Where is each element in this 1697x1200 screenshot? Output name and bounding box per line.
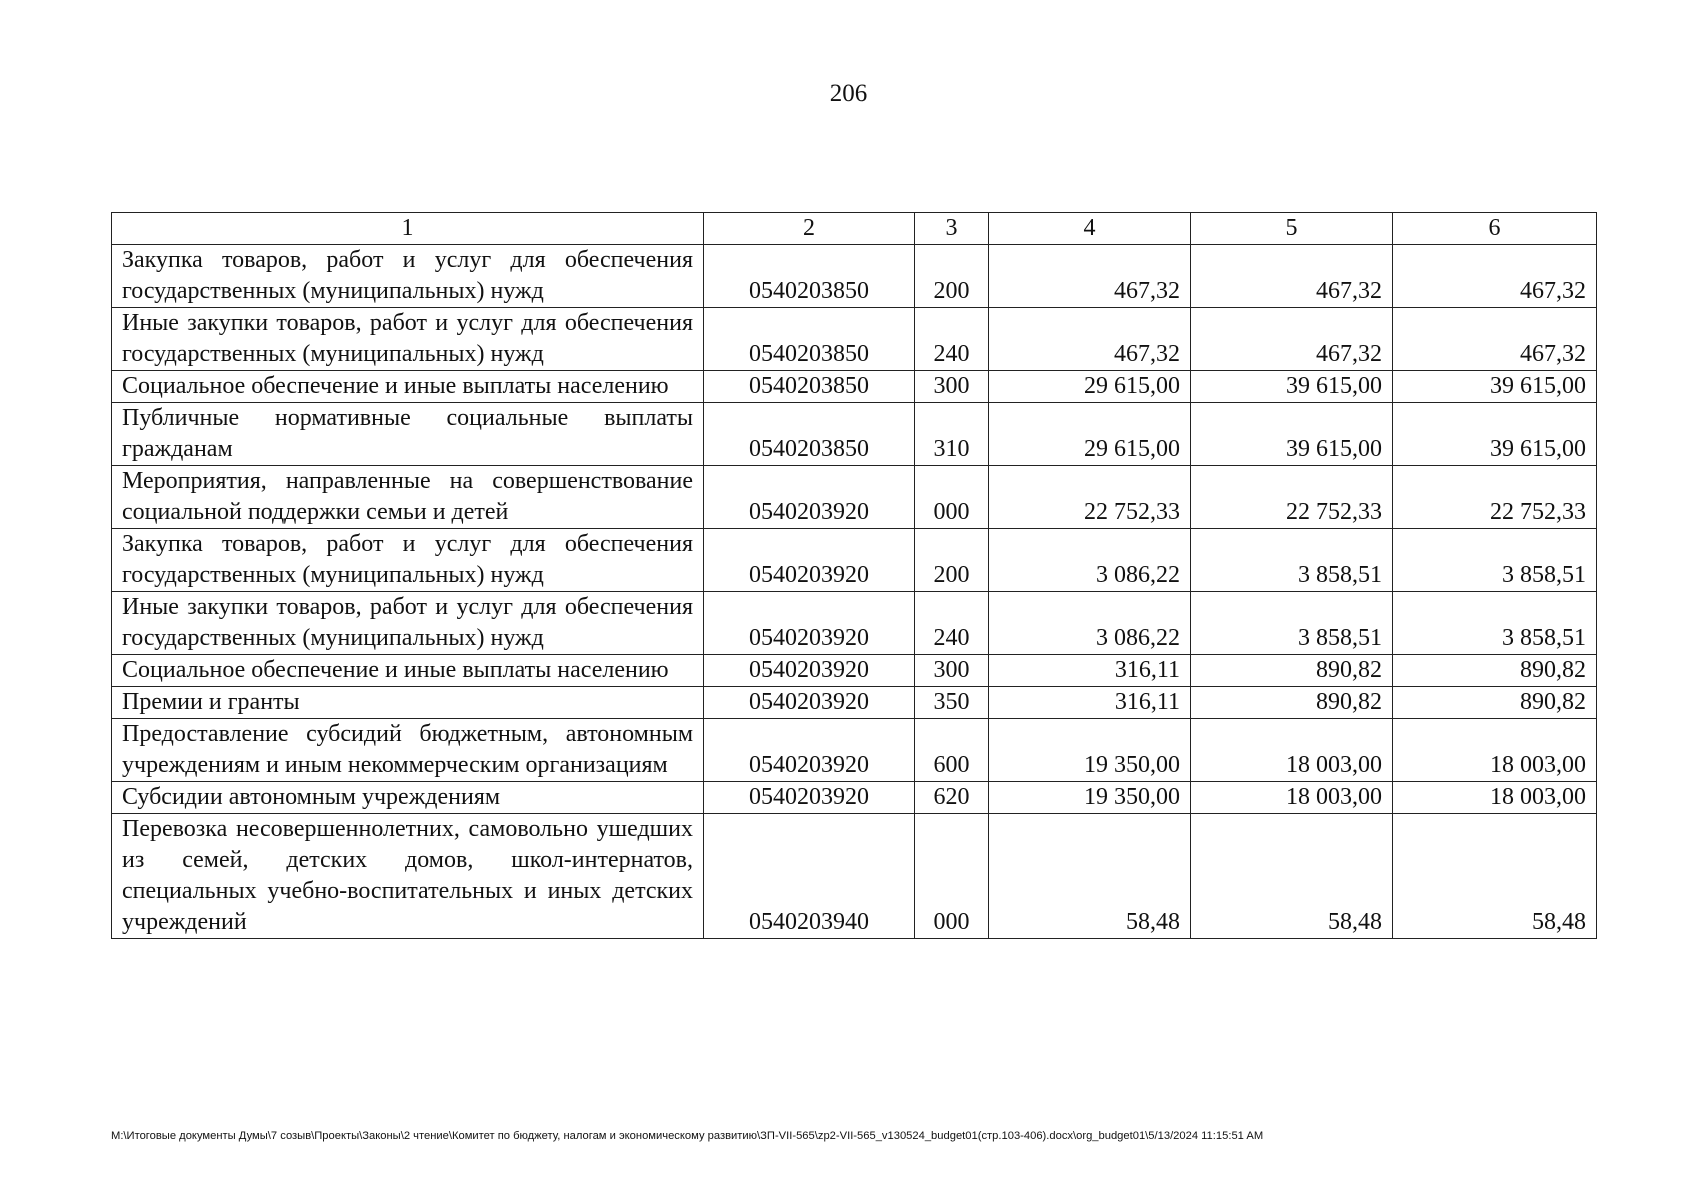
row-description: Социальное обеспечение и иные выплаты населению bbox=[112, 371, 704, 403]
row-value-col4: 316,11 bbox=[989, 687, 1191, 719]
header-col-6: 6 bbox=[1393, 213, 1597, 245]
row-target-code: 0540203850 bbox=[704, 308, 915, 371]
row-value-col6: 467,32 bbox=[1393, 308, 1597, 371]
row-target-code: 0540203920 bbox=[704, 529, 915, 592]
row-description: Закупка товаров, работ и услуг для обеспечения государственных (муниципальных) нужд bbox=[112, 529, 704, 592]
row-target-code: 0540203850 bbox=[704, 371, 915, 403]
row-target-code: 0540203920 bbox=[704, 592, 915, 655]
row-value-col5: 22 752,33 bbox=[1191, 466, 1393, 529]
row-expense-type: 000 bbox=[915, 814, 989, 939]
row-description: Иные закупки товаров, работ и услуг для обеспечения государственных (муниципальных) нужд bbox=[112, 308, 704, 371]
row-value-col5: 3 858,51 bbox=[1191, 529, 1393, 592]
table-row bbox=[112, 687, 1597, 719]
row-description: Мероприятия, направленные на совершенствование социальной поддержки семьи и детей bbox=[112, 466, 704, 529]
row-expense-type: 620 bbox=[915, 782, 989, 814]
header-col-3: 3 bbox=[915, 213, 989, 245]
row-description: Субсидии автономным учреждениям bbox=[112, 782, 704, 814]
table-row bbox=[112, 529, 1597, 592]
row-value-col6: 18 003,00 bbox=[1393, 782, 1597, 814]
row-value-col4: 467,32 bbox=[989, 308, 1191, 371]
row-value-col5: 39 615,00 bbox=[1191, 371, 1393, 403]
table-row bbox=[112, 308, 1597, 371]
row-description: Премии и гранты bbox=[112, 687, 704, 719]
row-target-code: 0540203940 bbox=[704, 814, 915, 939]
row-target-code: 0540203850 bbox=[704, 245, 915, 308]
row-value-col4: 29 615,00 bbox=[989, 371, 1191, 403]
row-value-col5: 18 003,00 bbox=[1191, 782, 1393, 814]
row-value-col5: 467,32 bbox=[1191, 245, 1393, 308]
row-value-col4: 29 615,00 bbox=[989, 403, 1191, 466]
table-row bbox=[112, 371, 1597, 403]
row-value-col5: 39 615,00 bbox=[1191, 403, 1393, 466]
header-row bbox=[112, 213, 1597, 245]
row-expense-type: 240 bbox=[915, 592, 989, 655]
row-description: Закупка товаров, работ и услуг для обеспечения государственных (муниципальных) нужд bbox=[112, 245, 704, 308]
row-expense-type: 240 bbox=[915, 308, 989, 371]
row-value-col4: 58,48 bbox=[989, 814, 1191, 939]
row-expense-type: 310 bbox=[915, 403, 989, 466]
row-value-col4: 19 350,00 bbox=[989, 782, 1191, 814]
row-value-col6: 467,32 bbox=[1393, 245, 1597, 308]
row-description: Публичные нормативные социальные выплаты гражданам bbox=[112, 403, 704, 466]
row-expense-type: 300 bbox=[915, 655, 989, 687]
row-target-code: 0540203920 bbox=[704, 466, 915, 529]
row-expense-type: 200 bbox=[915, 245, 989, 308]
row-description: Социальное обеспечение и иные выплаты населению bbox=[112, 655, 704, 687]
row-value-col6: 58,48 bbox=[1393, 814, 1597, 939]
row-expense-type: 200 bbox=[915, 529, 989, 592]
row-value-col6: 39 615,00 bbox=[1393, 403, 1597, 466]
row-value-col4: 467,32 bbox=[989, 245, 1191, 308]
row-description: Перевозка несовершеннолетних, самовольно ушедших из семей, детских домов, школ-интернатов, специальных учебно-воспитательных и иных детских учреждений bbox=[112, 814, 704, 939]
row-target-code: 0540203920 bbox=[704, 655, 915, 687]
header-col-1: 1 bbox=[112, 213, 704, 245]
row-value-col5: 3 858,51 bbox=[1191, 592, 1393, 655]
row-expense-type: 600 bbox=[915, 719, 989, 782]
file-path-footer: M:\Итоговые документы Думы\7 созыв\Проекты\Законы\2 чтение\Комитет по бюджету, налогам и экономическому развитию\ЗП-VII-565\zp2-VII-565_v130524_budget01(стр.103-406).docx\org_budget01\5/13/2024 11:15:51 AM bbox=[111, 1130, 1264, 1142]
header-col-5: 5 bbox=[1191, 213, 1393, 245]
row-value-col5: 58,48 bbox=[1191, 814, 1393, 939]
row-expense-type: 300 bbox=[915, 371, 989, 403]
table-row bbox=[112, 655, 1597, 687]
table-row bbox=[112, 719, 1597, 782]
row-value-col4: 3 086,22 bbox=[989, 592, 1191, 655]
table-row bbox=[112, 245, 1597, 308]
row-value-col4: 316,11 bbox=[989, 655, 1191, 687]
row-value-col6: 22 752,33 bbox=[1393, 466, 1597, 529]
row-value-col6: 3 858,51 bbox=[1393, 592, 1597, 655]
header-col-4: 4 bbox=[989, 213, 1191, 245]
row-value-col4: 3 086,22 bbox=[989, 529, 1191, 592]
row-value-col6: 890,82 bbox=[1393, 687, 1597, 719]
row-value-col5: 467,32 bbox=[1191, 308, 1393, 371]
row-value-col4: 19 350,00 bbox=[989, 719, 1191, 782]
table-row bbox=[112, 403, 1597, 466]
row-value-col6: 39 615,00 bbox=[1393, 371, 1597, 403]
table-row bbox=[112, 592, 1597, 655]
row-expense-type: 350 bbox=[915, 687, 989, 719]
row-target-code: 0540203850 bbox=[704, 403, 915, 466]
budget-table bbox=[111, 212, 1597, 939]
row-value-col4: 22 752,33 bbox=[989, 466, 1191, 529]
row-value-col5: 18 003,00 bbox=[1191, 719, 1393, 782]
table-row bbox=[112, 466, 1597, 529]
row-value-col6: 890,82 bbox=[1393, 655, 1597, 687]
table-row bbox=[112, 814, 1597, 939]
row-value-col5: 890,82 bbox=[1191, 655, 1393, 687]
page-number: 206 bbox=[829, 80, 868, 107]
row-value-col5: 890,82 bbox=[1191, 687, 1393, 719]
header-col-2: 2 bbox=[704, 213, 915, 245]
row-target-code: 0540203920 bbox=[704, 719, 915, 782]
row-target-code: 0540203920 bbox=[704, 782, 915, 814]
table-row bbox=[112, 782, 1597, 814]
row-value-col6: 3 858,51 bbox=[1393, 529, 1597, 592]
row-description: Предоставление субсидий бюджетным, автономным учреждениям и иным некоммерческим организациям bbox=[112, 719, 704, 782]
row-target-code: 0540203920 bbox=[704, 687, 915, 719]
row-description: Иные закупки товаров, работ и услуг для обеспечения государственных (муниципальных) нужд bbox=[112, 592, 704, 655]
row-value-col6: 18 003,00 bbox=[1393, 719, 1597, 782]
row-expense-type: 000 bbox=[915, 466, 989, 529]
